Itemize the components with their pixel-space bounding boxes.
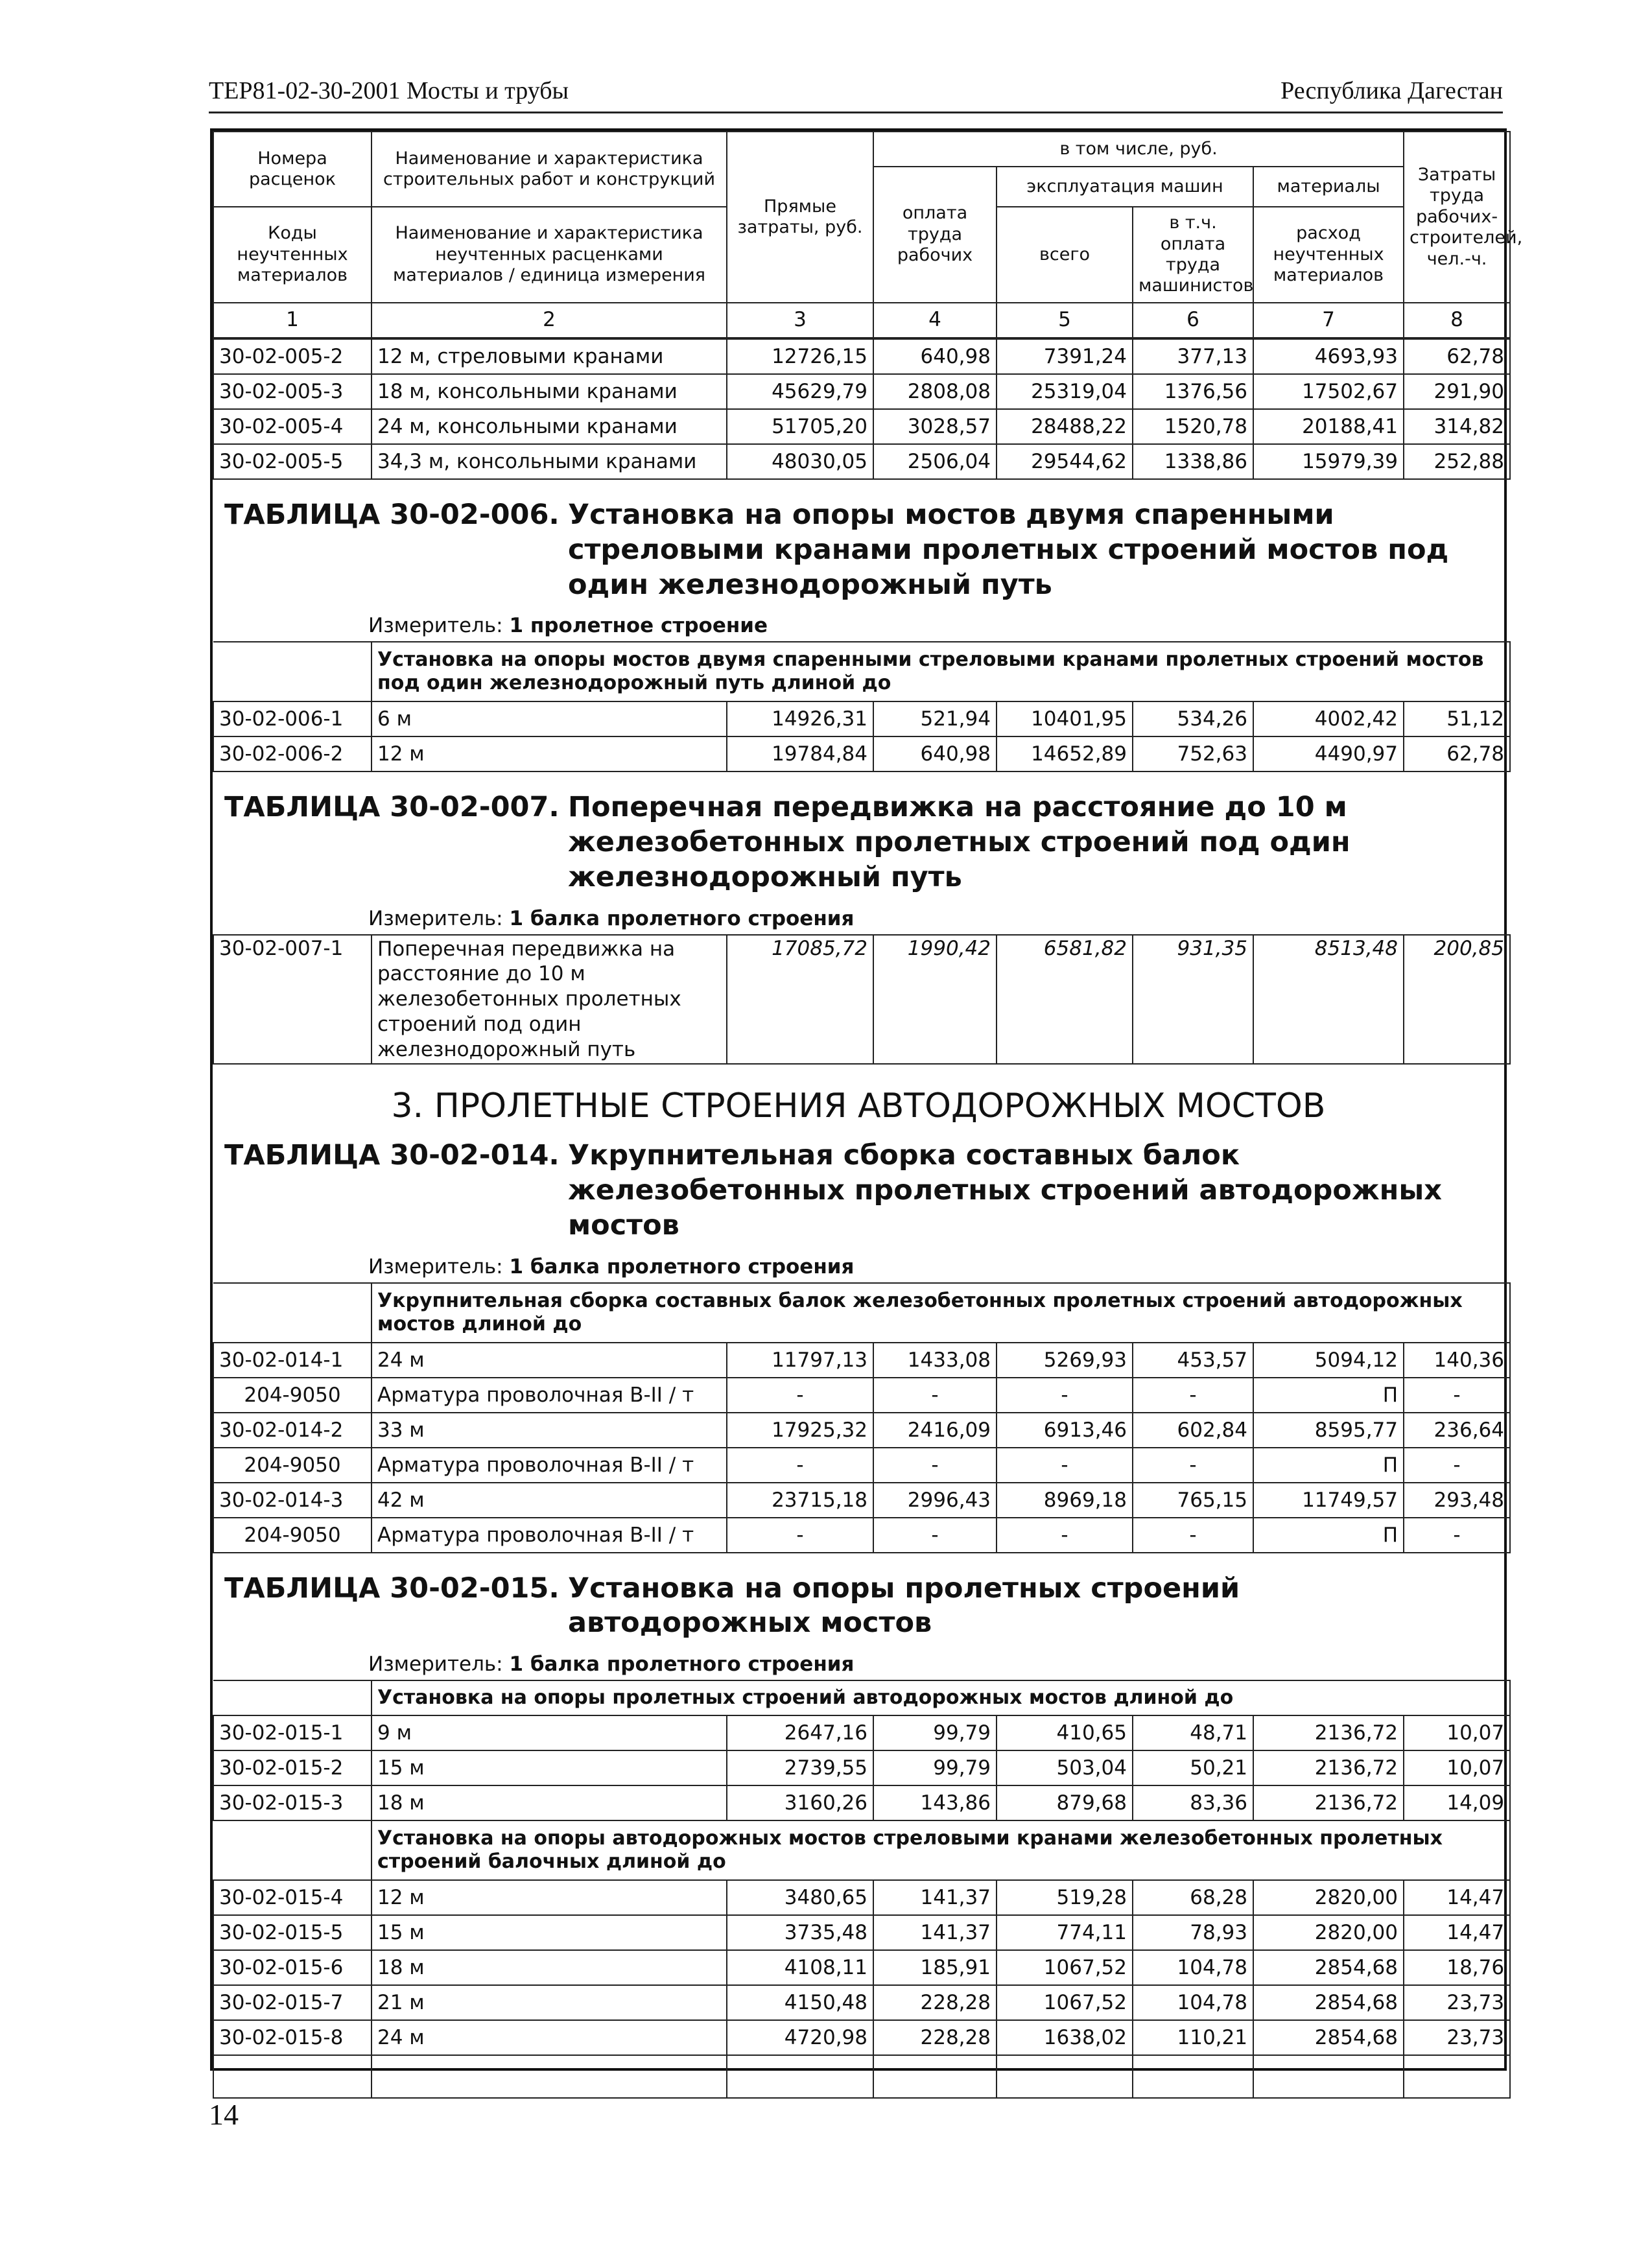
table-006-group-heading: Установка на опоры мостов двумя спаренными стреловыми кранами пролетных строений мостов под один железнодорожный путь длиной до <box>372 642 1510 701</box>
table-row <box>213 1880 1510 1915</box>
labor: 291,90 <box>1404 374 1510 409</box>
section-heading: 3. ПРОЛЕТНЫЕ СТРОЕНИЯ АВТОДОРОЖНЫХ МОСТОВ <box>391 1087 1326 1126</box>
materials: 17502,67 <box>1253 374 1404 409</box>
labor: 62,78 <box>1404 339 1510 374</box>
machinist-wages: 83,36 <box>1133 1785 1253 1820</box>
table-row <box>213 1715 1510 1750</box>
machinist-wages: 752,63 <box>1133 736 1253 771</box>
labor: 18,76 <box>1404 1950 1510 1985</box>
header-rule <box>209 112 1503 113</box>
wages: 2416,09 <box>873 1413 997 1448</box>
materials: 2136,72 <box>1253 1715 1404 1750</box>
table-006-measure-label: Измеритель: <box>368 614 503 638</box>
rate-code: 30-02-015-2 <box>213 1750 372 1785</box>
table-row <box>213 1483 1510 1518</box>
machinist-wages: 110,21 <box>1133 2020 1253 2055</box>
direct-costs: 4720,98 <box>727 2020 873 2055</box>
col-header-wages: оплата труда рабочих <box>873 167 997 303</box>
col-header-direct-costs: Прямые затраты, руб. <box>727 132 873 303</box>
col-header-machinist-wages: в т.ч. оплата труда машинистов <box>1133 207 1253 303</box>
machinist-wages: 68,28 <box>1133 1880 1253 1915</box>
materials: 20188,41 <box>1253 409 1404 444</box>
table-014-title: Укрупнительная сборка составных балок железобетонных пролетных строений автодорожных мостов <box>568 1139 1442 1242</box>
direct-costs: 2647,16 <box>727 1715 873 1750</box>
direct-costs: 48030,05 <box>727 444 873 479</box>
machines-total: 1638,02 <box>997 2020 1133 2055</box>
col-header-labor: Затраты труда рабочих-строителей, чел.-ч. <box>1404 132 1510 303</box>
wages: - <box>873 1518 997 1553</box>
table-015-label: ТАБЛИЦА 30-02-015. <box>224 1572 560 1605</box>
rate-code: 30-02-015-7 <box>213 1985 372 2020</box>
machines-total: 879,68 <box>997 1785 1133 1820</box>
materials: 2854,68 <box>1253 1950 1404 1985</box>
work-name: 12 м, стреловыми кранами <box>372 339 727 374</box>
direct-costs: 23715,18 <box>727 1483 873 1518</box>
machines-total: - <box>997 1518 1133 1553</box>
direct-costs: 3735,48 <box>727 1915 873 1950</box>
machinist-wages: 453,57 <box>1133 1343 1253 1378</box>
rate-code: 30-02-005-3 <box>213 374 372 409</box>
rate-code: 30-02-015-8 <box>213 2020 372 2055</box>
table-row <box>213 339 1510 374</box>
column-header-table <box>213 131 1523 338</box>
work-name: Арматура проволочная В-II / т <box>372 1378 727 1413</box>
wages: 640,98 <box>873 339 997 374</box>
machines-total: 1067,52 <box>997 1985 1133 2020</box>
work-name: 12 м <box>372 1880 727 1915</box>
materials: 2820,00 <box>1253 1915 1404 1950</box>
rate-code: 30-02-006-1 <box>213 701 372 736</box>
machines-total: 28488,22 <box>997 409 1133 444</box>
col-header-rate-number: Номера расценок <box>213 132 372 207</box>
machinist-wages: 50,21 <box>1133 1750 1253 1785</box>
labor: 10,07 <box>1404 1750 1510 1785</box>
table-row <box>213 1448 1510 1483</box>
table-015-measure-label: Измеритель: <box>368 1653 503 1676</box>
table-row <box>213 1750 1510 1785</box>
table-015-measure-value: 1 балка пролетного строения <box>509 1653 855 1676</box>
table-30-02-015 <box>213 1680 1511 2099</box>
rate-code: 30-02-014-1 <box>213 1343 372 1378</box>
wages: 228,28 <box>873 2020 997 2055</box>
work-name: Арматура проволочная В-II / т <box>372 1448 727 1483</box>
table-row <box>213 1950 1510 1985</box>
labor: - <box>1404 1518 1510 1553</box>
labor: 23,73 <box>1404 2020 1510 2055</box>
labor: 62,78 <box>1404 736 1510 771</box>
machinist-wages: 78,93 <box>1133 1915 1253 1950</box>
materials: 2854,68 <box>1253 1985 1404 2020</box>
materials: 2136,72 <box>1253 1750 1404 1785</box>
machinist-wages: 1338,86 <box>1133 444 1253 479</box>
col-number-2: 2 <box>372 303 727 338</box>
labor: - <box>1404 1378 1510 1413</box>
table-014-measure <box>213 1249 1504 1282</box>
table-30-02-014 <box>213 1282 1511 1553</box>
rate-code: 30-02-015-5 <box>213 1915 372 1950</box>
rate-code: 30-02-015-1 <box>213 1715 372 1750</box>
materials: 11749,57 <box>1253 1483 1404 1518</box>
table-row <box>213 1518 1510 1553</box>
machinist-wages: 534,26 <box>1133 701 1253 736</box>
machinist-wages: 48,71 <box>1133 1715 1253 1750</box>
wages: - <box>873 1448 997 1483</box>
materials: 15979,39 <box>1253 444 1404 479</box>
direct-costs: 17925,32 <box>727 1413 873 1448</box>
machines-total: 25319,04 <box>997 374 1133 409</box>
machines-total: 519,28 <box>997 1880 1133 1915</box>
materials: П <box>1253 1378 1404 1413</box>
machines-total: 410,65 <box>997 1715 1133 1750</box>
wages: 1433,08 <box>873 1343 997 1378</box>
wages: 99,79 <box>873 1750 997 1785</box>
work-name: 33 м <box>372 1413 727 1448</box>
labor: 293,48 <box>1404 1483 1510 1518</box>
rate-code: 204-9050 <box>213 1378 372 1413</box>
wages: 521,94 <box>873 701 997 736</box>
work-name: 18 м, консольными кранами <box>372 374 727 409</box>
work-name: 21 м <box>372 1985 727 2020</box>
work-name: 12 м <box>372 736 727 771</box>
direct-costs: - <box>727 1518 873 1553</box>
direct-costs: 3160,26 <box>727 1785 873 1820</box>
direct-costs: - <box>727 1378 873 1413</box>
col-number-7: 7 <box>1253 303 1404 338</box>
page-number: 14 <box>209 2098 239 2131</box>
labor: 23,73 <box>1404 1985 1510 2020</box>
work-name: 6 м <box>372 701 727 736</box>
table-row <box>213 1985 1510 2020</box>
table-007-measure-label: Измеритель: <box>368 906 503 930</box>
labor: - <box>1404 1448 1510 1483</box>
table-row <box>213 1378 1510 1413</box>
machines-total: 8969,18 <box>997 1483 1133 1518</box>
labor: 14,47 <box>1404 1915 1510 1950</box>
wages: 1990,42 <box>873 935 997 1065</box>
table-row <box>213 1915 1510 1950</box>
labor: 51,12 <box>1404 701 1510 736</box>
machinist-wages: 765,15 <box>1133 1483 1253 1518</box>
labor: 236,64 <box>1404 1413 1510 1448</box>
rate-code: 30-02-007-1 <box>213 935 372 1065</box>
table-row <box>213 1785 1510 1820</box>
wages: 2996,43 <box>873 1483 997 1518</box>
machines-total: 6913,46 <box>997 1413 1133 1448</box>
work-name: 18 м <box>372 1950 727 1985</box>
materials: 2854,68 <box>1253 2020 1404 2055</box>
table-007-title: Поперечная передвижка на расстояние до 10 м железобетонных пролетных строений под один железнодорожный путь <box>568 791 1351 893</box>
table-014-measure-value: 1 балка пролетного строения <box>509 1254 855 1278</box>
labor: 314,82 <box>1404 409 1510 444</box>
direct-costs: 3480,65 <box>727 1880 873 1915</box>
machines-total: 503,04 <box>997 1750 1133 1785</box>
materials: 5094,12 <box>1253 1343 1404 1378</box>
machines-total: 10401,95 <box>997 701 1133 736</box>
direct-costs: 14926,31 <box>727 701 873 736</box>
table-015-heading <box>213 1553 1504 1647</box>
labor: 14,47 <box>1404 1880 1510 1915</box>
rate-code: 30-02-015-6 <box>213 1950 372 1985</box>
wages: 2506,04 <box>873 444 997 479</box>
machines-total: 7391,24 <box>997 339 1133 374</box>
table-row <box>213 1343 1510 1378</box>
direct-costs: 11797,13 <box>727 1343 873 1378</box>
col-number-8: 8 <box>1404 303 1510 338</box>
machinist-wages: - <box>1133 1518 1253 1553</box>
direct-costs: 17085,72 <box>727 935 873 1065</box>
work-name: 15 м <box>372 1915 727 1950</box>
rate-code: 30-02-005-2 <box>213 339 372 374</box>
table-007-measure-value: 1 балка пролетного строения <box>509 906 855 930</box>
table-row <box>213 701 1510 736</box>
col-number-3: 3 <box>727 303 873 338</box>
machines-total: 6581,82 <box>997 935 1133 1065</box>
direct-costs: 45629,79 <box>727 374 873 409</box>
col-header-including: в том числе, руб. <box>873 132 1404 167</box>
work-name: 24 м <box>372 1343 727 1378</box>
work-name: 34,3 м, консольными кранами <box>372 444 727 479</box>
direct-costs: 51705,20 <box>727 409 873 444</box>
table-row <box>213 1413 1510 1448</box>
table-row <box>213 444 1510 479</box>
machinist-wages: - <box>1133 1378 1253 1413</box>
direct-costs: 2739,55 <box>727 1750 873 1785</box>
col-number-4: 4 <box>873 303 997 338</box>
table-007-measure <box>213 901 1504 934</box>
running-header-title: ТЕР81-02-30-2001 Мосты и трубы <box>209 77 569 104</box>
machinist-wages: 602,84 <box>1133 1413 1253 1448</box>
table-014-group-heading: Укрупнительная сборка составных балок железобетонных пролетных строений автодорожных мостов длиной до <box>372 1283 1510 1343</box>
rate-code: 204-9050 <box>213 1448 372 1483</box>
wages: 3028,57 <box>873 409 997 444</box>
table-30-02-007 <box>213 934 1511 1065</box>
work-name: 24 м, консольными кранами <box>372 409 727 444</box>
direct-costs: 12726,15 <box>727 339 873 374</box>
machinist-wages: 1520,78 <box>1133 409 1253 444</box>
table-007-label: ТАБЛИЦА 30-02-007. <box>224 791 560 824</box>
materials: 8595,77 <box>1253 1413 1404 1448</box>
table-row <box>213 2020 1510 2055</box>
machines-total: 1067,52 <box>997 1950 1133 1985</box>
materials: 8513,48 <box>1253 935 1404 1065</box>
direct-costs: 4150,48 <box>727 1985 873 2020</box>
work-name: Арматура проволочная В-II / т <box>372 1518 727 1553</box>
running-header-region: Республика Дагестан <box>1280 77 1503 104</box>
table-row <box>213 935 1510 1065</box>
wages: 2808,08 <box>873 374 997 409</box>
labor: 10,07 <box>1404 1715 1510 1750</box>
machinist-wages: 931,35 <box>1133 935 1253 1065</box>
rate-code: 30-02-014-2 <box>213 1413 372 1448</box>
col-header-material-name: Наименование и характеристика неучтенных расценками материалов / единица измерения <box>372 207 727 303</box>
direct-costs: - <box>727 1448 873 1483</box>
labor: 252,88 <box>1404 444 1510 479</box>
work-name: 15 м <box>372 1750 727 1785</box>
machines-total: - <box>997 1448 1133 1483</box>
wages: - <box>873 1378 997 1413</box>
table-006-heading <box>213 480 1504 607</box>
work-name: 24 м <box>372 2020 727 2055</box>
document-frame <box>210 128 1523 2071</box>
wages: 640,98 <box>873 736 997 771</box>
machinist-wages: - <box>1133 1448 1253 1483</box>
col-number-5: 5 <box>997 303 1133 338</box>
machinist-wages: 104,78 <box>1133 1985 1253 2020</box>
materials: 4693,93 <box>1253 339 1404 374</box>
work-name: Поперечная передвижка на расстояние до 10 м железобетонных пролетных строений под один железнодорожный путь <box>372 935 727 1065</box>
materials: П <box>1253 1518 1404 1553</box>
machinist-wages: 1376,56 <box>1133 374 1253 409</box>
col-header-work-name: Наименование и характеристика строительных работ и конструкций <box>372 132 727 207</box>
work-name: 9 м <box>372 1715 727 1750</box>
col-header-machines-total: всего <box>997 207 1133 303</box>
col-header-unaccounted-materials: расход неучтенных материалов <box>1253 207 1404 303</box>
rate-code: 204-9050 <box>213 1518 372 1553</box>
rate-code: 30-02-005-4 <box>213 409 372 444</box>
work-name: 42 м <box>372 1483 727 1518</box>
table-006-measure <box>213 607 1504 641</box>
table-014-label: ТАБЛИЦА 30-02-014. <box>224 1139 560 1172</box>
col-number-1: 1 <box>213 303 372 338</box>
materials: 4002,42 <box>1253 701 1404 736</box>
machinist-wages: 104,78 <box>1133 1950 1253 1985</box>
machines-total: 29544,62 <box>997 444 1133 479</box>
table-row <box>213 409 1510 444</box>
table-30-02-006 <box>213 641 1511 772</box>
machines-total: - <box>997 1378 1133 1413</box>
labor: 14,09 <box>1404 1785 1510 1820</box>
materials: 4490,97 <box>1253 736 1404 771</box>
table-014-heading <box>213 1132 1504 1248</box>
machines-total: 5269,93 <box>997 1343 1133 1378</box>
materials: 2820,00 <box>1253 1880 1404 1915</box>
table-30-02-005-rows <box>213 338 1511 480</box>
table-006-label: ТАБЛИЦА 30-02-006. <box>224 499 560 531</box>
table-014-measure-label: Измеритель: <box>368 1254 503 1278</box>
wages: 228,28 <box>873 1985 997 2020</box>
direct-costs: 19784,84 <box>727 736 873 771</box>
wages: 185,91 <box>873 1950 997 1985</box>
table-007-heading <box>213 772 1504 900</box>
materials: 2136,72 <box>1253 1785 1404 1820</box>
rate-code: 30-02-015-3 <box>213 1785 372 1820</box>
rate-code: 30-02-014-3 <box>213 1483 372 1518</box>
labor: 200,85 <box>1404 935 1510 1065</box>
wages: 143,86 <box>873 1785 997 1820</box>
machinist-wages: 377,13 <box>1133 339 1253 374</box>
work-name: 18 м <box>372 1785 727 1820</box>
table-015-group1-heading: Установка на опоры пролетных строений автодорожных мостов длиной до <box>372 1680 1510 1715</box>
wages: 141,37 <box>873 1880 997 1915</box>
col-header-materials: материалы <box>1253 167 1404 207</box>
rate-code: 30-02-006-2 <box>213 736 372 771</box>
table-015-measure <box>213 1646 1504 1680</box>
labor: 140,36 <box>1404 1343 1510 1378</box>
direct-costs: 4108,11 <box>727 1950 873 1985</box>
table-row <box>213 736 1510 771</box>
table-015-group2-heading: Установка на опоры автодорожных мостов стреловыми кранами железобетонных пролетных строений балочных длиной до <box>372 1820 1510 1880</box>
table-006-title: Установка на опоры мостов двумя спаренными стреловыми кранами пролетных строений мостов под один железнодорожный путь <box>568 499 1449 601</box>
col-number-6: 6 <box>1133 303 1253 338</box>
table-006-measure-value: 1 пролетное строение <box>509 614 768 638</box>
table-row <box>213 374 1510 409</box>
col-header-machines: эксплуатация машин <box>997 167 1253 207</box>
materials: П <box>1253 1448 1404 1483</box>
wages: 141,37 <box>873 1915 997 1950</box>
table-015-title: Установка на опоры пролетных строений автодорожных мостов <box>568 1572 1240 1640</box>
machines-total: 774,11 <box>997 1915 1133 1950</box>
wages: 99,79 <box>873 1715 997 1750</box>
rate-code: 30-02-005-5 <box>213 444 372 479</box>
machines-total: 14652,89 <box>997 736 1133 771</box>
rate-code: 30-02-015-4 <box>213 1880 372 1915</box>
col-header-material-codes: Коды неучтенных материалов <box>213 207 372 303</box>
